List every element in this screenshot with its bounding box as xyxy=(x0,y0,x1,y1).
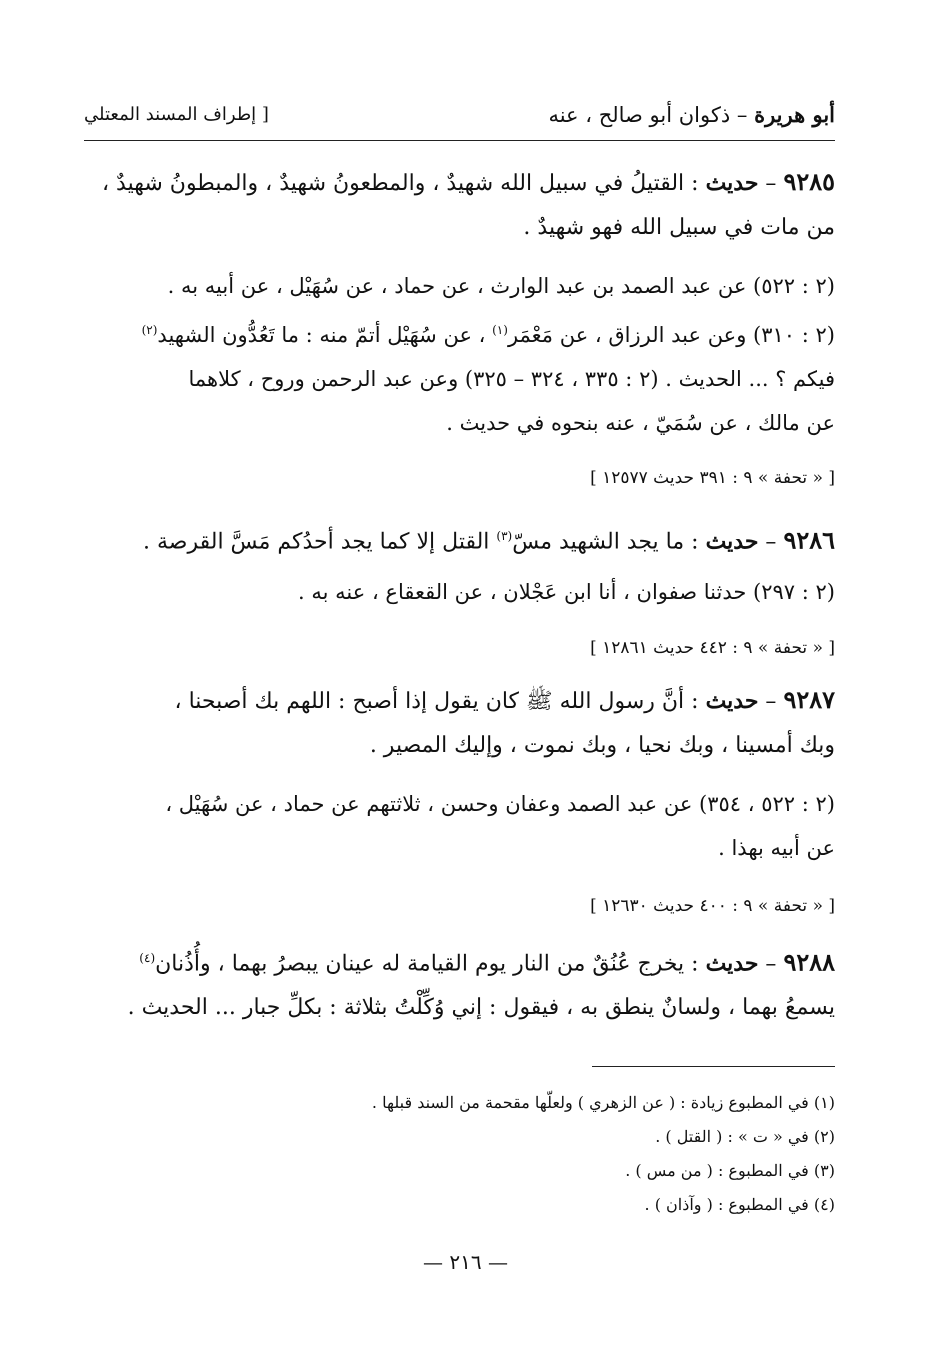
footnote-ref: (٤) xyxy=(139,951,156,965)
isnad-line: (٢ : ٥٢٢) عن عبد الصمد بن عبد الوارث ، عن حماد ، عن سُهَيْل ، عن أبيه به . xyxy=(167,274,835,298)
footnote-item: (١) في المطبوع زيادة : ( عن الزهري ) ولعلّها مقحمة من السند قبلها . xyxy=(371,1093,835,1112)
hadith-text-line: من مات في سبيل الله فهو شهيدٌ . xyxy=(523,215,835,240)
header-companion-name: أبو هريرة xyxy=(754,102,835,127)
footnote-list xyxy=(84,1086,835,1222)
isnad-line: فيكم ؟ ... الحديث . (٢ : ٣٣٥ ، ٣٢٤ – ٣٢٥) وعن عبد الرحمن وروح ، كلاهما xyxy=(188,367,835,391)
hadith-text-line xyxy=(84,514,835,564)
footnote-item: (٤) في المطبوع : ( وآذان ) . xyxy=(644,1195,835,1214)
footnote-ref: (٢) xyxy=(141,323,158,337)
footnote-item: (٢) في « ت » : ( القتل ) . xyxy=(655,1127,835,1146)
hadith-text-line xyxy=(84,678,835,724)
hadith-number: ٩٢٨٦ xyxy=(783,525,835,555)
hadith-9286 xyxy=(84,514,835,564)
hadith-number: ٩٢٨٥ xyxy=(783,167,835,196)
matn-text: : أنَّ رسول الله ﷺ كان يقول إذا أصبح : اللهم بك أصبحنا ، xyxy=(174,689,706,714)
matn-text: : القتيلُ في سبيل الله شهيدٌ ، والمطعونُ شهيدٌ ، والمبطونُ شهيدٌ ، xyxy=(101,171,706,196)
header-narrator: – ذكوان أبو صالح ، عنه xyxy=(548,103,755,127)
page-number: — ٢١٦ — xyxy=(423,1250,508,1274)
matn-text: : يخرج عُنُقٌ من النار يوم القيامة له عينان يبصرُ بهما ، وأُذُنان xyxy=(155,951,706,977)
hadith-word: حديث xyxy=(705,170,759,196)
dash: – xyxy=(758,689,784,714)
tuhfa-reference: [ « تحفة » ٩ : ٣٩١ حديث ١٢٥٧٧ ] xyxy=(590,468,835,488)
tuhfa-reference: [ « تحفة » ٩ : ٤٤٢ حديث ١٢٨٦١ ] xyxy=(590,638,835,658)
dash: – xyxy=(758,529,784,555)
hadith-word: حديث xyxy=(705,528,759,555)
isnad-line: (٢ : ٢٩٧) حدثنا صفوان ، أنا ابن عَجْلان ، عن القعقاع ، عنه به . xyxy=(298,580,835,604)
footnote-separator xyxy=(592,1066,835,1067)
tuhfa-reference: [ « تحفة » ٩ : ٤٠٠ حديث ١٢٦٣٠ ] xyxy=(590,896,835,916)
hadith-text-line: يسمعُ بهما ، ولسانٌ ينطق به ، فيقول : إني وُكِّلْتُ بثلاثة : بكلِّ جبار ... الحديث . xyxy=(127,995,835,1021)
hadith-word: حديث xyxy=(705,950,759,977)
isnad-line: عن مالك ، عن سُمَيّ ، عنه بنحوه في حديث . xyxy=(446,411,835,435)
dash: – xyxy=(758,951,784,977)
isnad-line: (٢ : ٥٢٢ ، ٣٥٤) عن عبد الصمد وعفان وحسن ، ثلاثتهم عن حماد ، عن سُهَيْل ، xyxy=(165,792,835,816)
isnad-9285 xyxy=(84,264,835,445)
hadith-number: ٩٢٨٧ xyxy=(783,685,835,714)
hadith-9287 xyxy=(84,678,835,768)
header-book-title: [ إطراف المسند المعتلي xyxy=(84,104,269,125)
footnote-item: (٣) في المطبوع : ( من مس ) . xyxy=(625,1161,835,1180)
hadith-word: حديث xyxy=(705,688,759,714)
isnad-segment: (٢ : ٣١٠) وعن عبد الرزاق ، عن مَعْمَر xyxy=(507,323,835,347)
hadith-text-line xyxy=(84,936,835,986)
footnote-ref: (١) xyxy=(492,323,508,337)
hadith-text-line: وبك أمسينا ، وبك نحيا ، وبك نموت ، وإليك المصير . xyxy=(369,733,835,758)
matn-text: القتل إلا كما يجد أحدُكم مَسَّ القرصة . xyxy=(143,529,497,555)
isnad-line: عن أبيه بهذا . xyxy=(718,836,835,860)
matn-text: : ما يجد الشهيد مسّ xyxy=(512,529,706,555)
isnad-9287 xyxy=(84,782,835,870)
isnad-line xyxy=(84,308,835,357)
dash: – xyxy=(758,171,784,196)
hadith-number: ٩٢٨٨ xyxy=(783,947,835,977)
isnad-segment: ، عن سُهَيْل أتمّ منه : ما تَعُدُّون الشهيد xyxy=(157,323,493,347)
footnote-ref: (٣) xyxy=(496,529,513,543)
hadith-9285 xyxy=(84,160,835,250)
running-header xyxy=(84,98,835,141)
hadith-9288 xyxy=(84,936,835,1030)
hadith-text-line xyxy=(84,160,835,206)
header-chapter-title xyxy=(548,102,835,127)
